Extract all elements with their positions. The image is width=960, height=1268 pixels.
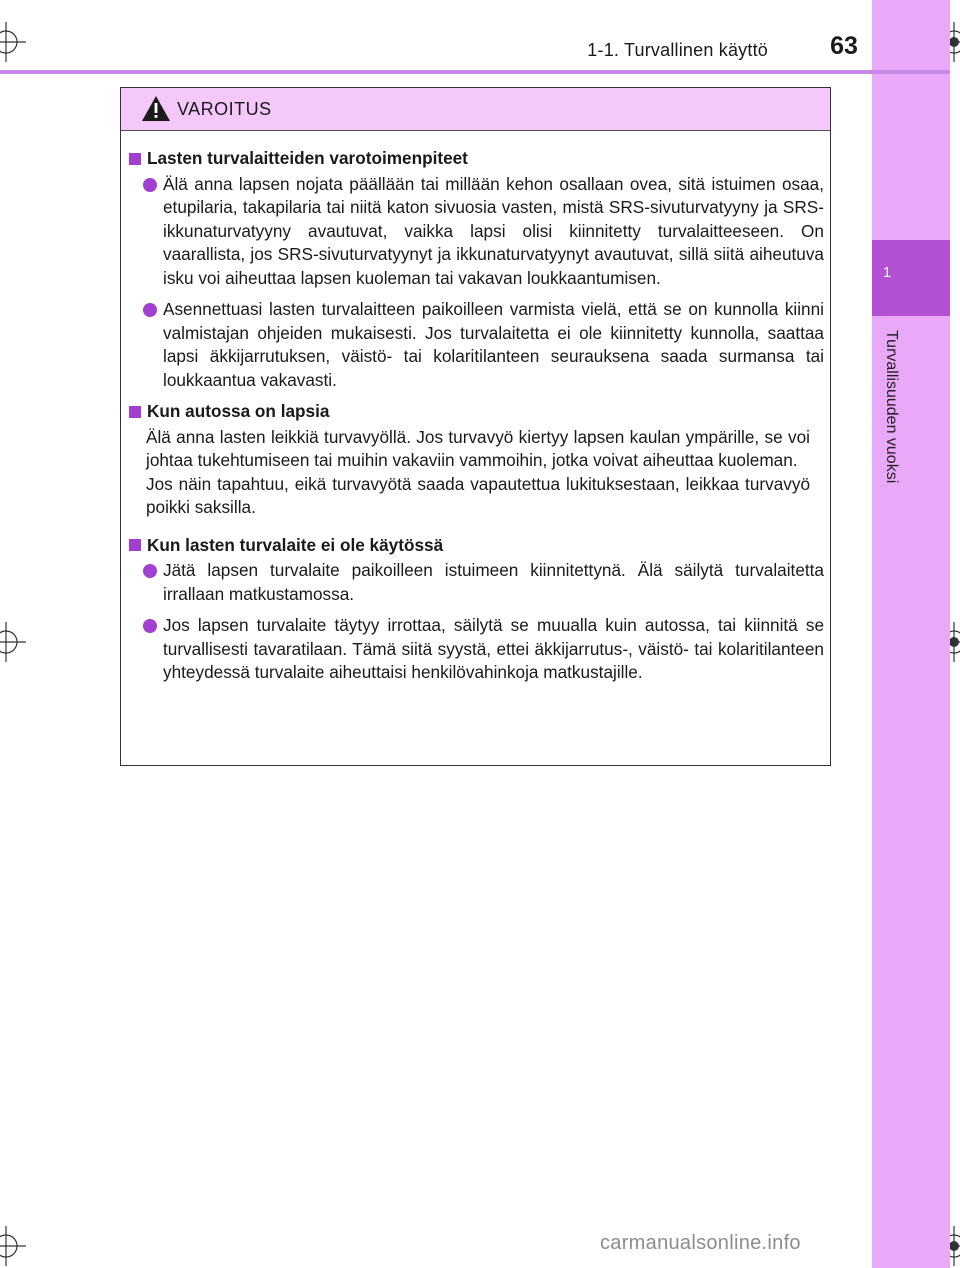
round-bullet-icon bbox=[143, 564, 157, 578]
bullet-item bbox=[129, 614, 824, 685]
bullet-text: Jätä lapsen turvalaite paikoilleen istuimeen kiinnitettynä. Älä säilytä turvalaitetta irrallaan matkustamossa. bbox=[163, 560, 824, 604]
paragraph: Jos näin tapahtuu, eikä turvavyötä saada vapautettua lukituksestaan, leikkaa turvavyö poikki saksilla. bbox=[146, 473, 810, 517]
warning-section-children-in-car bbox=[129, 400, 824, 520]
round-bullet-icon bbox=[143, 178, 157, 192]
square-bullet-icon bbox=[129, 406, 141, 418]
crop-mark-bottom-left bbox=[0, 1226, 26, 1266]
warning-section-child-restraint-precautions bbox=[129, 147, 824, 392]
chapter-title: Turvallisuuden vuoksi bbox=[883, 330, 900, 484]
round-bullet-icon bbox=[143, 303, 157, 317]
watermark: carmanualsonline.info bbox=[600, 1232, 801, 1254]
bullet-text: Asennettuasi lasten turvalaitteen paikoilleen varmista vielä, että se on kunnolla kiinni valmistajan ohjeiden mukaisesti. Jos turvalaitetta ei ole kiinnitetty kunnolla, saattaa lapsi äkkijarrutuksen, väistö- tai kolaritilanteen seurauksena saada surmansa tai loukkaantua vakavasti. bbox=[163, 299, 824, 390]
round-bullet-icon bbox=[143, 619, 157, 633]
bullet-text: Jos lapsen turvalaite täytyy irrottaa, säilytä se muualla kuin autossa, tai kiinnitä se turvallisesti tavaratilaan. Tämä siitä syystä, ettei äkkijarrutus-, väistö- tai kolaritilanteen yhteydessä turvalaite aiheuttaisi henkilövahinkoja matkustajille. bbox=[163, 615, 824, 682]
square-bullet-icon bbox=[129, 153, 141, 165]
section-heading bbox=[129, 534, 824, 558]
square-bullet-icon bbox=[129, 539, 141, 551]
bullet-text: Älä anna lapsen nojata päällään tai millään kehon osallaan ovea, sitä istuimen osaa, etupilaria, takapilaria tai niitä katon sivuosia vasten, mistä SRS-sivuturvatyyny ja SRS-ikkunaturvatyyny avautuvat, vaikka lapsi olisi kiinnitetty turvalaitteeseen. On vaarallista, jos SRS-sivuturvatyynyt ja ikkunaturvatyynyt avautuvat, sillä siitä aiheutuva isku voi aiheuttaa lapsen kuoleman tai vakavan loukkaantumisen. bbox=[163, 173, 824, 288]
warning-triangle-icon bbox=[141, 95, 171, 122]
bullet-item bbox=[129, 559, 824, 606]
chapter-side-band bbox=[872, 0, 950, 1268]
header-rule bbox=[0, 70, 950, 74]
section-heading-text: Kun autossa on lapsia bbox=[147, 401, 330, 421]
warning-box bbox=[120, 87, 831, 766]
chapter-number: 1 bbox=[882, 264, 892, 281]
section-title: 1-1. Turvallinen käyttö bbox=[587, 40, 768, 60]
bullet-item bbox=[129, 298, 824, 392]
paragraph: Älä anna lasten leikkiä turvavyöllä. Jos turvavyö kiertyy lapsen kaulan ympärille, se voi johtaa tukehtumiseen tai muihin vakaviin vammoihin, jotka voivat aiheuttaa kuoleman. bbox=[146, 426, 810, 470]
warning-header bbox=[121, 88, 830, 131]
crop-mark-middle-left bbox=[0, 622, 26, 662]
crop-mark-top-left bbox=[0, 22, 26, 62]
warning-body bbox=[121, 131, 830, 685]
section-heading bbox=[129, 400, 824, 424]
section-heading bbox=[129, 147, 824, 171]
section-heading-text: Lasten turvalaitteiden varotoimenpiteet bbox=[147, 148, 468, 168]
bullet-item bbox=[129, 173, 824, 291]
section-heading-text: Kun lasten turvalaite ei ole käytössä bbox=[147, 534, 444, 555]
page-number: 63 bbox=[830, 32, 858, 60]
warning-label: VAROITUS bbox=[177, 99, 272, 119]
warning-section-restraint-not-in-use bbox=[129, 534, 824, 685]
